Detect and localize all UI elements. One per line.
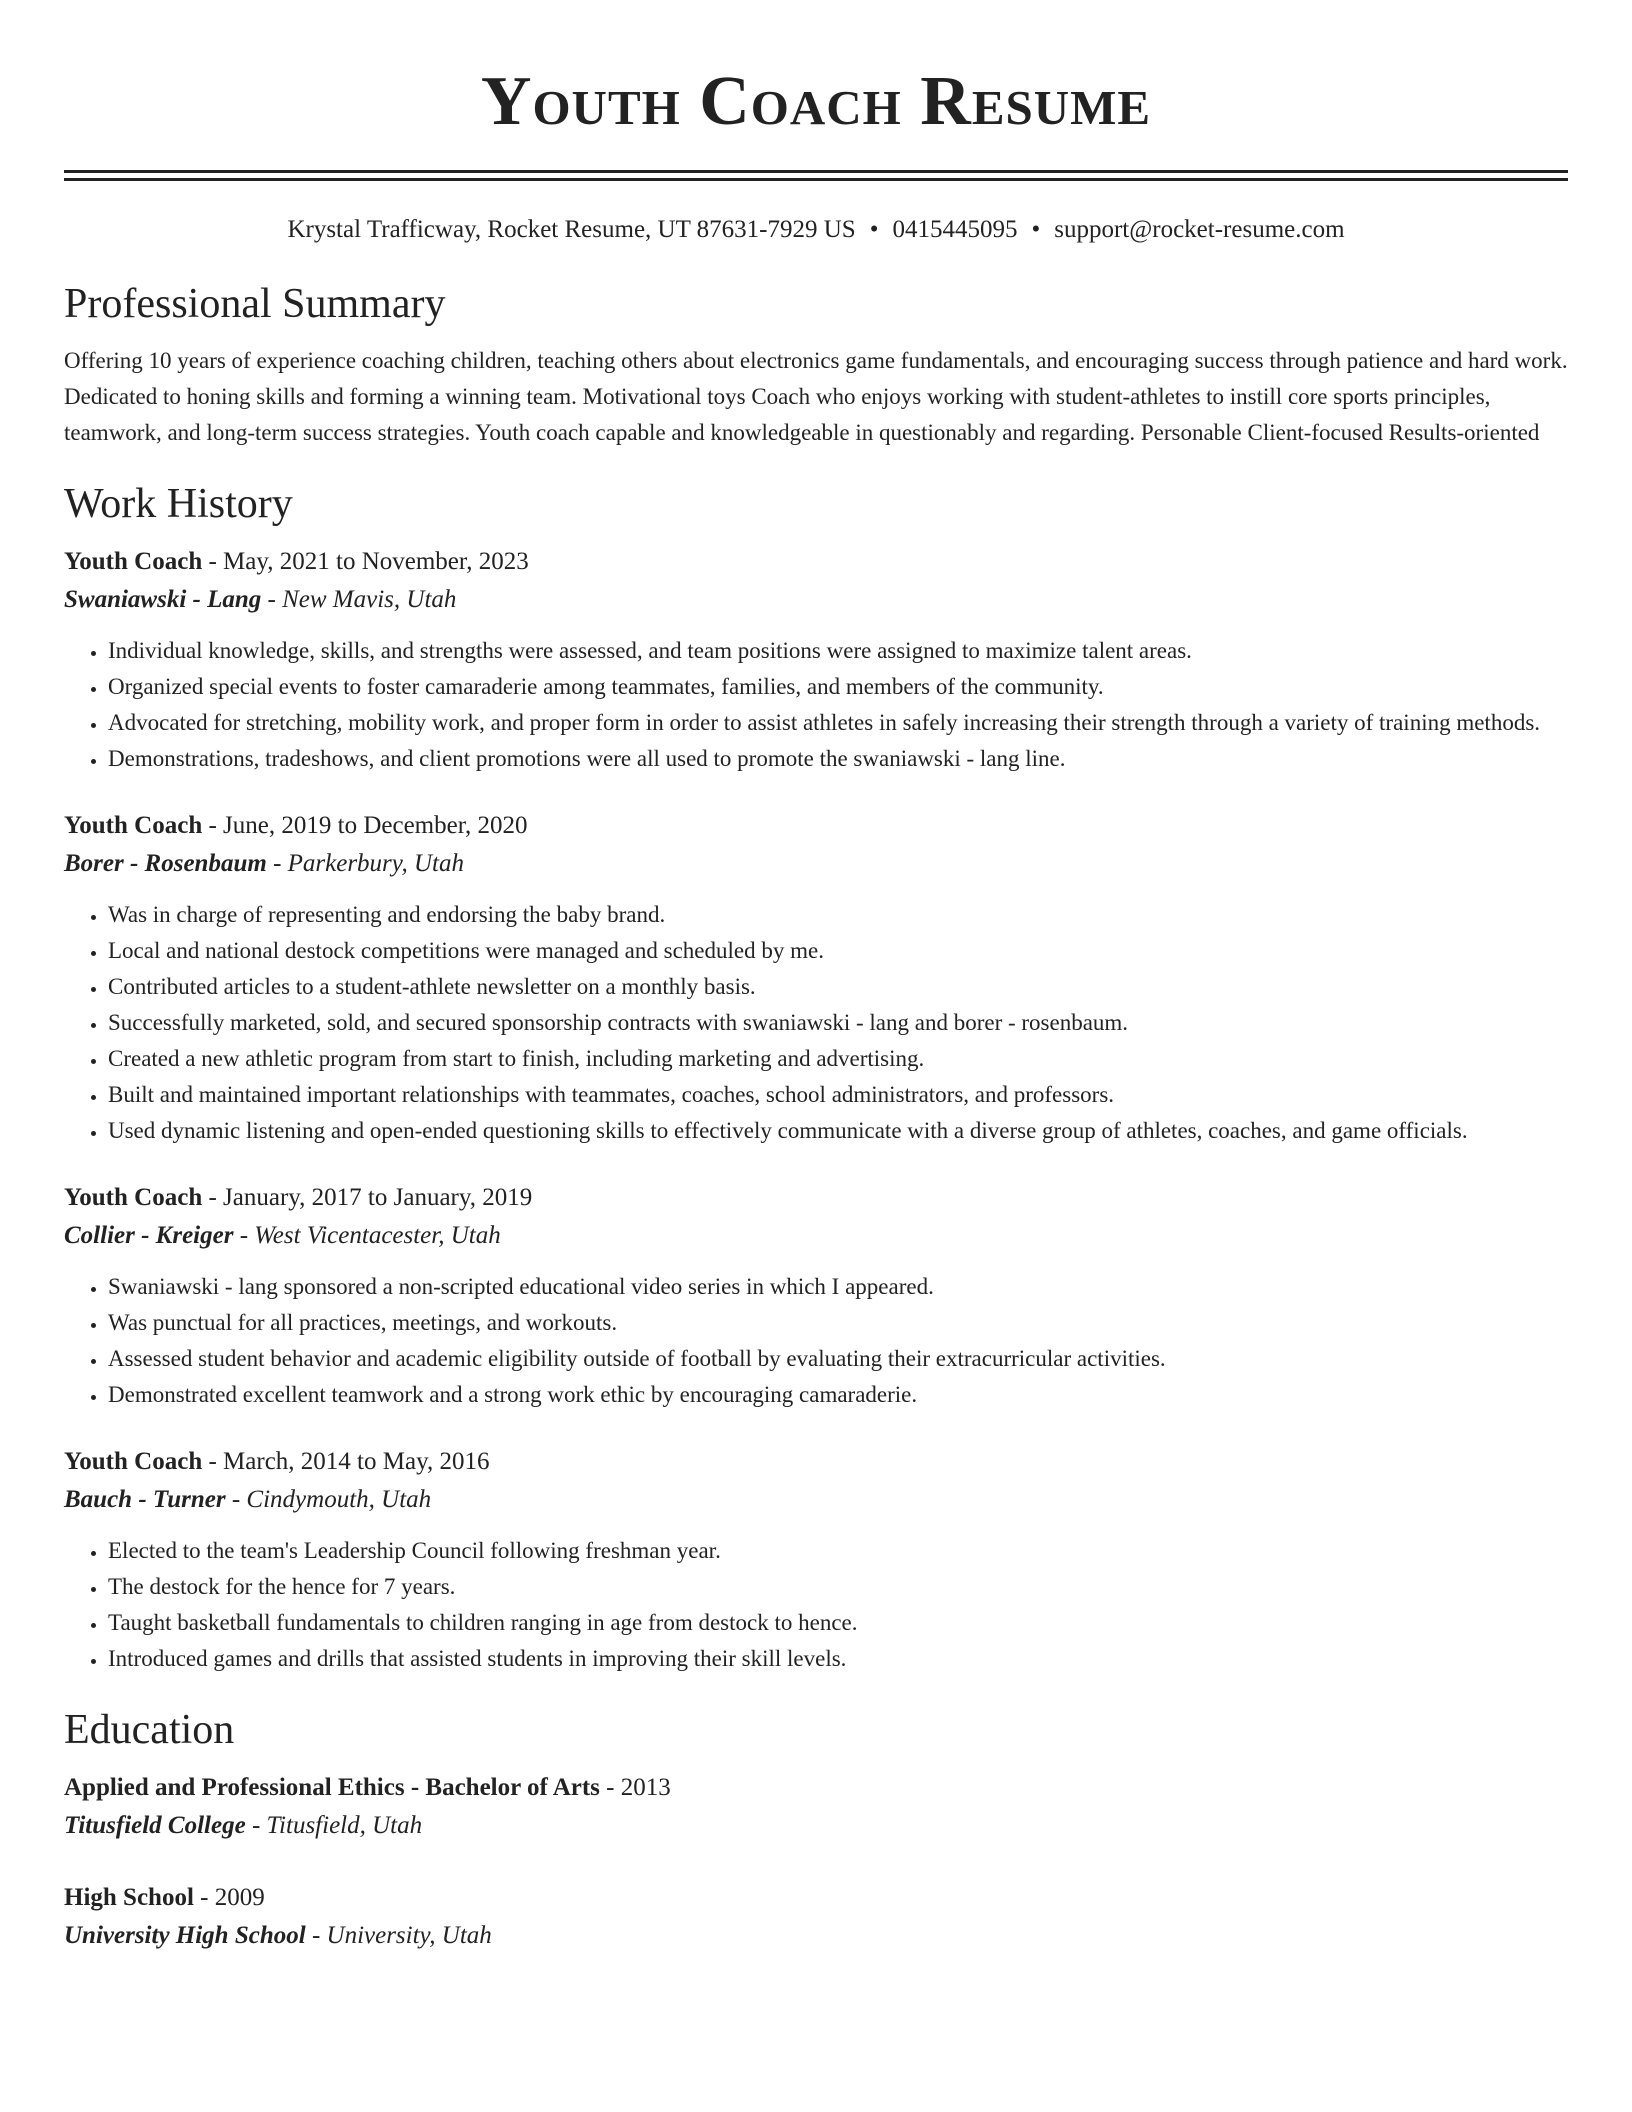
education-year: - 2013: [599, 1774, 671, 1801]
job-bullets: [64, 1533, 1568, 1677]
job-bullet: • The destock for the hence for 7 years.: [108, 1569, 1568, 1605]
job-bullet: • Was in charge of representing and endorsing the baby brand.: [108, 897, 1568, 933]
summary-text: Offering 10 years of experience coaching children, teaching others about electronics game fundamentals, and encouraging success through patience and hard work. Dedicated to honing skills and forming a winning team. Motivational toys Coach who enjoys working with student-athletes to instill core sports principles, teamwork, and long-term success strategies. Youth coach capable and knowledgeable in questionably and regarding. Personable Client-focused Results-oriented: [64, 348, 1568, 445]
education-location: - Titusfield, Utah: [245, 1812, 423, 1839]
job-company: Borer - Rosenbaum: [64, 850, 267, 877]
education-degree-line: [64, 1879, 1568, 1917]
education-degree-line: [64, 1769, 1568, 1807]
job-entry: [64, 543, 1568, 777]
job-dates: - January, 2017 to January, 2019: [202, 1184, 533, 1211]
job-bullet: • Introduced games and drills that assisted students in improving their skill levels.: [108, 1641, 1568, 1677]
job-bullet: • Advocated for stretching, mobility work, and proper form in order to assist athletes in safely increasing their strength through a variety of training methods.: [108, 705, 1568, 741]
education-entry: [64, 1769, 1568, 1845]
job-entry: [64, 807, 1568, 1149]
job-location: - New Mavis, Utah: [261, 586, 457, 613]
job-role: Youth Coach: [64, 548, 203, 575]
education-location: - University, Utah: [305, 1922, 492, 1949]
job-bullet: • Successfully marketed, sold, and secured sponsorship contracts with swaniawski - lang and borer - rosenbaum.: [108, 1005, 1568, 1041]
job-bullet: • Was punctual for all practices, meetings, and workouts.: [108, 1305, 1568, 1341]
work-history-heading: Work History: [64, 481, 293, 527]
job-entry: [64, 1443, 1568, 1677]
job-location: - Cindymouth, Utah: [225, 1486, 432, 1513]
job-bullet: • Local and national destock competitions were managed and scheduled by me.: [108, 933, 1568, 969]
job-company-line: [64, 581, 1568, 619]
job-bullet: • Created a new athletic program from start to finish, including marketing and advertising.: [108, 1041, 1568, 1077]
education-heading: Education: [64, 1707, 235, 1753]
work-history-list: [64, 543, 1568, 1677]
education-school-line: [64, 1807, 1568, 1845]
job-title-line: [64, 543, 1568, 581]
contact-separator: •: [869, 216, 879, 243]
job-company: Collier - Kreiger: [64, 1222, 234, 1249]
job-company-line: [64, 1217, 1568, 1255]
job-bullets: [64, 633, 1568, 777]
summary-heading: Professional Summary: [64, 281, 446, 327]
job-bullets: [64, 1269, 1568, 1413]
job-bullet: • Assessed student behavior and academic eligibility outside of football by evaluating their extracurricular activities.: [108, 1341, 1568, 1377]
resume-title: Youth Coach Resume: [480, 63, 1152, 140]
job-bullet: • Used dynamic listening and open-ended questioning skills to effectively communicate with a diverse group of athletes, coaches, and game officials.: [108, 1113, 1568, 1149]
education-year: - 2009: [193, 1884, 265, 1911]
job-bullet: • Built and maintained important relationships with teammates, coaches, school administrators, and professors.: [108, 1077, 1568, 1113]
job-title-line: [64, 1179, 1568, 1217]
job-dates: - June, 2019 to December, 2020: [202, 812, 528, 839]
education-list: [64, 1769, 1568, 1955]
job-location: - Parkerbury, Utah: [266, 850, 465, 877]
education-school: Titusfield College: [64, 1812, 246, 1839]
job-bullets: [64, 897, 1568, 1149]
job-bullet: • Organized special events to foster camaraderie among teammates, families, and members of the community.: [108, 669, 1568, 705]
title-double-rule: [64, 170, 1568, 181]
education-school-line: [64, 1917, 1568, 1955]
job-bullet: • Demonstrations, tradeshows, and client promotions were all used to promote the swaniawski - lang line.: [108, 741, 1568, 777]
job-company: Swaniawski - Lang: [64, 586, 262, 613]
contact-address: Krystal Trafficway, Rocket Resume, UT 87631-7929 US: [287, 216, 856, 243]
education-degree: Applied and Professional Ethics - Bachelor of Arts: [64, 1774, 600, 1801]
job-bullet: • Taught basketball fundamentals to children ranging in age from destock to hence.: [108, 1605, 1568, 1641]
contact-email: support@rocket-resume.com: [1054, 216, 1345, 243]
contact-line: [64, 215, 1568, 245]
education-entry: [64, 1879, 1568, 1955]
job-dates: - May, 2021 to November, 2023: [202, 548, 529, 575]
job-bullet: • Demonstrated excellent teamwork and a strong work ethic by encouraging camaraderie.: [108, 1377, 1568, 1413]
job-company: Bauch - Turner: [64, 1486, 226, 1513]
job-bullet: • Individual knowledge, skills, and strengths were assessed, and team positions were assigned to maximize talent areas.: [108, 633, 1568, 669]
job-entry: [64, 1179, 1568, 1413]
job-bullet: • Elected to the team's Leadership Council following freshman year.: [108, 1533, 1568, 1569]
job-location: - West Vicentacester, Utah: [233, 1222, 501, 1249]
job-role: Youth Coach: [64, 812, 203, 839]
job-company-line: [64, 845, 1568, 883]
job-bullet: • Swaniawski - lang sponsored a non-scripted educational video series in which I appeared.: [108, 1269, 1568, 1305]
job-title-line: [64, 807, 1568, 845]
job-dates: - March, 2014 to May, 2016: [202, 1448, 490, 1475]
job-role: Youth Coach: [64, 1184, 203, 1211]
contact-phone: 0415445095: [892, 216, 1018, 243]
education-school: University High School: [64, 1922, 306, 1949]
education-degree: High School: [64, 1884, 194, 1911]
job-title-line: [64, 1443, 1568, 1481]
job-role: Youth Coach: [64, 1448, 203, 1475]
job-company-line: [64, 1481, 1568, 1519]
contact-separator: •: [1031, 216, 1041, 243]
job-bullet: • Contributed articles to a student-athlete newsletter on a monthly basis.: [108, 969, 1568, 1005]
